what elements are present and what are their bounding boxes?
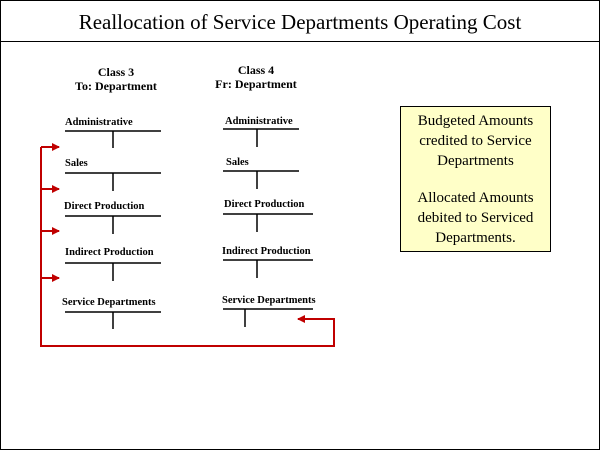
class4-account-sales: Sales — [226, 157, 249, 168]
allocation-arrows — [41, 147, 334, 346]
class4-label: Class 4 — [237, 63, 275, 77]
class3-t-account-service-departments — [65, 312, 161, 329]
class3-t-account-indirect-production — [65, 263, 161, 281]
slide-title: Reallocation of Service Departments Operating Cost — [78, 10, 522, 34]
class4-t-account-sales — [223, 171, 299, 189]
class4-account-direct-production: Direct Production — [224, 199, 305, 210]
class3-account-sales: Sales — [65, 158, 88, 169]
class4-account-administrative: Administrative — [225, 116, 293, 127]
class4-account-service-departments: Service Departments — [222, 295, 316, 306]
class3-account-direct-production: Direct Production — [64, 201, 145, 212]
class3-dept-label: To: Department — [75, 79, 157, 93]
class3-account-service-departments: Service Departments — [62, 297, 156, 308]
class4-t-account-direct-production — [223, 214, 313, 232]
class3-t-account-direct-production — [65, 216, 161, 234]
class3-account-administrative: Administrative — [65, 117, 133, 128]
note-budgeted-text: Budgeted Amounts credited to Service Departments — [417, 113, 534, 169]
allocation-path — [41, 147, 334, 346]
class3-label: Class 3 — [97, 65, 135, 79]
class4-dept-label: Fr: Department — [215, 77, 297, 91]
class3-t-account-administrative — [65, 131, 161, 148]
note-allocated-text: Allocated Amounts debited to Serviced Departments. — [417, 190, 534, 246]
class3-account-indirect-production: Indirect Production — [65, 247, 154, 258]
class3-t-account-sales — [65, 173, 161, 191]
class4-t-account-administrative — [223, 129, 299, 147]
note-box — [400, 106, 551, 252]
class4-account-indirect-production: Indirect Production — [222, 246, 311, 257]
class4-t-account-indirect-production — [223, 260, 313, 278]
